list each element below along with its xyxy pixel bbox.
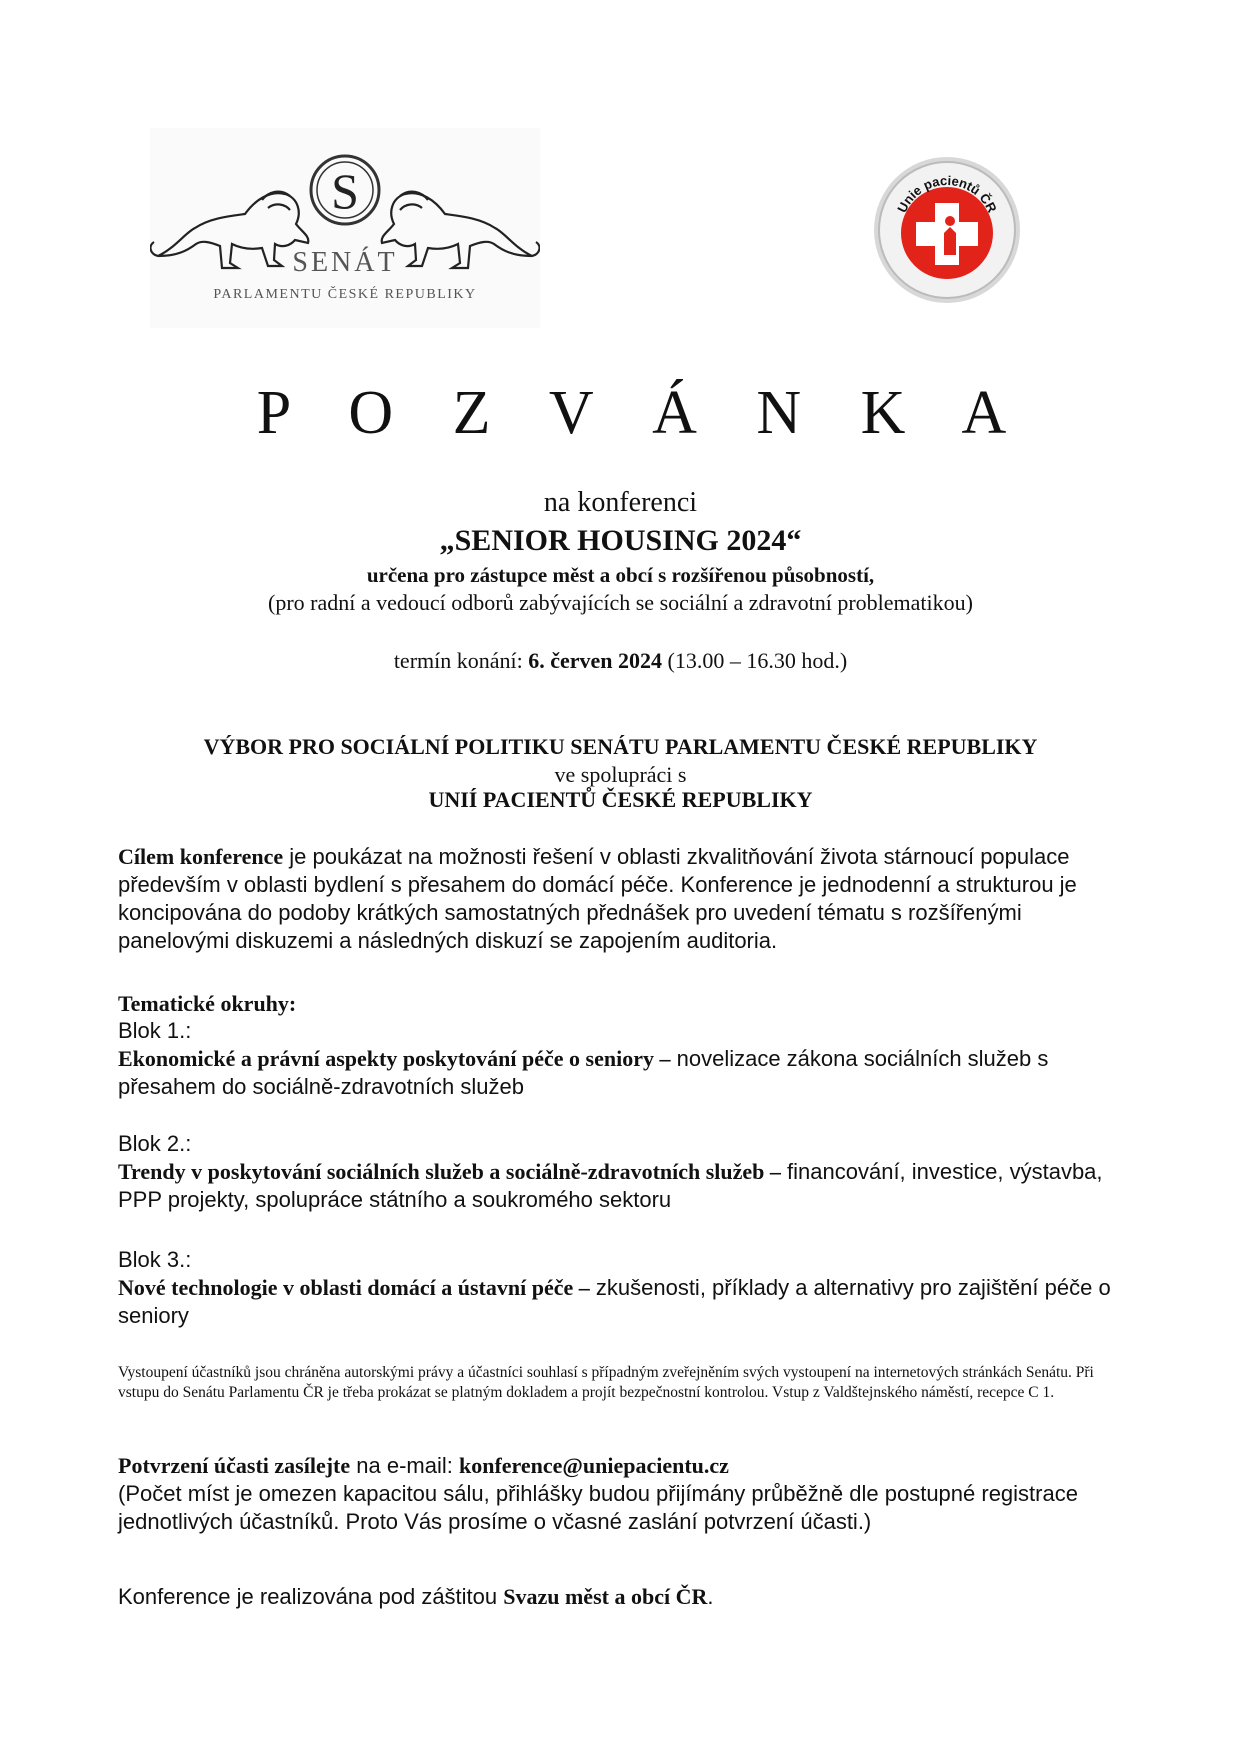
- patronage-end: .: [707, 1584, 714, 1609]
- goal-text: je poukázat na možnosti řešení v oblasti zkvalitňování života stárnoucí populace především v oblasti bydlení s přesahem do domácí péče. Konference je jednodenní a strukturou je koncipována do podoby krátkých samostatných přednášek pro uvedení tématu s rozšířenými panelovými diskuzemi a následných diskuzí se zapojením auditoria.: [118, 844, 1077, 953]
- goal-paragraph: [118, 843, 1128, 955]
- block-title: Ekonomické a právní aspekty poskytování péče o seniory –: [118, 1046, 671, 1071]
- confirmation-block: [118, 1452, 1128, 1536]
- date-line: [0, 648, 1241, 674]
- block-label: Blok 2.:: [118, 1131, 192, 1156]
- block-text: novelizace zákona sociálních služeb s přesahem do sociálně-zdravotních služeb: [118, 1046, 1049, 1099]
- event-name: „SENIOR HOUSING 2024“: [439, 524, 802, 557]
- intro-line: na konferenci: [543, 487, 698, 518]
- date-label: termín konání:: [393, 648, 529, 673]
- block-title: Trendy v poskytování sociálních služeb a sociálně-zdravotních služeb –: [118, 1159, 781, 1184]
- patronage-line: [118, 1583, 1128, 1611]
- senat-monogram: S: [331, 163, 359, 219]
- topics-heading: Tematické okruhy:: [118, 991, 297, 1016]
- organizer-connector: ve spolupráci s: [554, 762, 687, 787]
- senat-logo: [150, 128, 540, 328]
- confirmation-label: Potvrzení účasti zasílejte: [118, 1453, 351, 1478]
- block-title: Nové technologie v oblasti domácí a ústavní péče –: [118, 1275, 590, 1300]
- senat-subtitle: PARLAMENTU ČESKÉ REPUBLIKY: [213, 287, 477, 302]
- block-text: financování, investice, výstavba, PPP projekty, spolupráce státního a soukromého sektoru: [118, 1159, 1103, 1212]
- confirmation-line: [118, 1452, 1128, 1480]
- confirmation-note: (Počet míst je omezen kapacitou sálu, přihlášky budou přijímány průběžně dle postupné registrace jednotlivých účastníků. Proto Vás prosíme o včasné zaslání potvrzení účasti.): [118, 1481, 1078, 1534]
- organizer-main: VÝBOR PRO SOCIÁLNÍ POLITIKU SENÁTU PARLAMENTU ČESKÉ REPUBLIKY: [203, 734, 1038, 759]
- date-time: (13.00 – 16.30 hod.): [662, 648, 848, 673]
- patronage-name: Svazu měst a obcí ČR: [503, 1584, 708, 1609]
- patronage-text: Konference je realizována pod záštitou: [118, 1584, 504, 1609]
- date-value: 6. červen 2024: [528, 648, 663, 673]
- goal-label: Cílem konference: [118, 844, 284, 869]
- topic-block-2: [118, 1130, 1128, 1214]
- audience-note: (pro radní a vedoucí odborů zabývajících se sociální a zdravotní problematikou): [268, 590, 973, 615]
- block-body: [118, 1274, 1128, 1330]
- topic-block-1: [118, 1017, 1128, 1101]
- block-text: zkušenosti, příklady a alternativy pro zajištění péče o seniory: [118, 1275, 1111, 1328]
- legal-notice: Vystoupení účastníků jsou chráněna autorskými právy a účastníci souhlasí s případným zveřejněním svých vystoupení na internetových stránkách Senátu. Při vstupu do Senátu Parlamentu ČR je třeba prokázat se platným dokladem a projít bezpečnostní kontrolou. Vstup z Valdštejnského náměstí, recepce C 1.: [118, 1364, 1094, 1401]
- page-title: P O Z V Á N K A: [256, 379, 1029, 447]
- block-label: Blok 1.:: [118, 1018, 192, 1043]
- senat-name: SENÁT: [292, 247, 398, 278]
- block-body: [118, 1045, 1128, 1101]
- audience-line: určena pro zástupce měst a obcí s rozšířenou působností,: [366, 563, 875, 587]
- confirmation-email-link[interactable]: konference@uniepacientu.cz: [458, 1453, 729, 1478]
- block-label: Blok 3.:: [118, 1247, 192, 1272]
- organizer-partner: UNIÍ PACIENTŮ ČESKÉ REPUBLIKY: [428, 787, 813, 812]
- block-body: [118, 1158, 1128, 1214]
- unie-pacientu-logo: [872, 155, 1022, 305]
- confirmation-middle: na e-mail:: [350, 1453, 459, 1478]
- unie-arc-text: Unie pacientů ČR: [894, 172, 1000, 215]
- topic-block-3: [118, 1246, 1128, 1330]
